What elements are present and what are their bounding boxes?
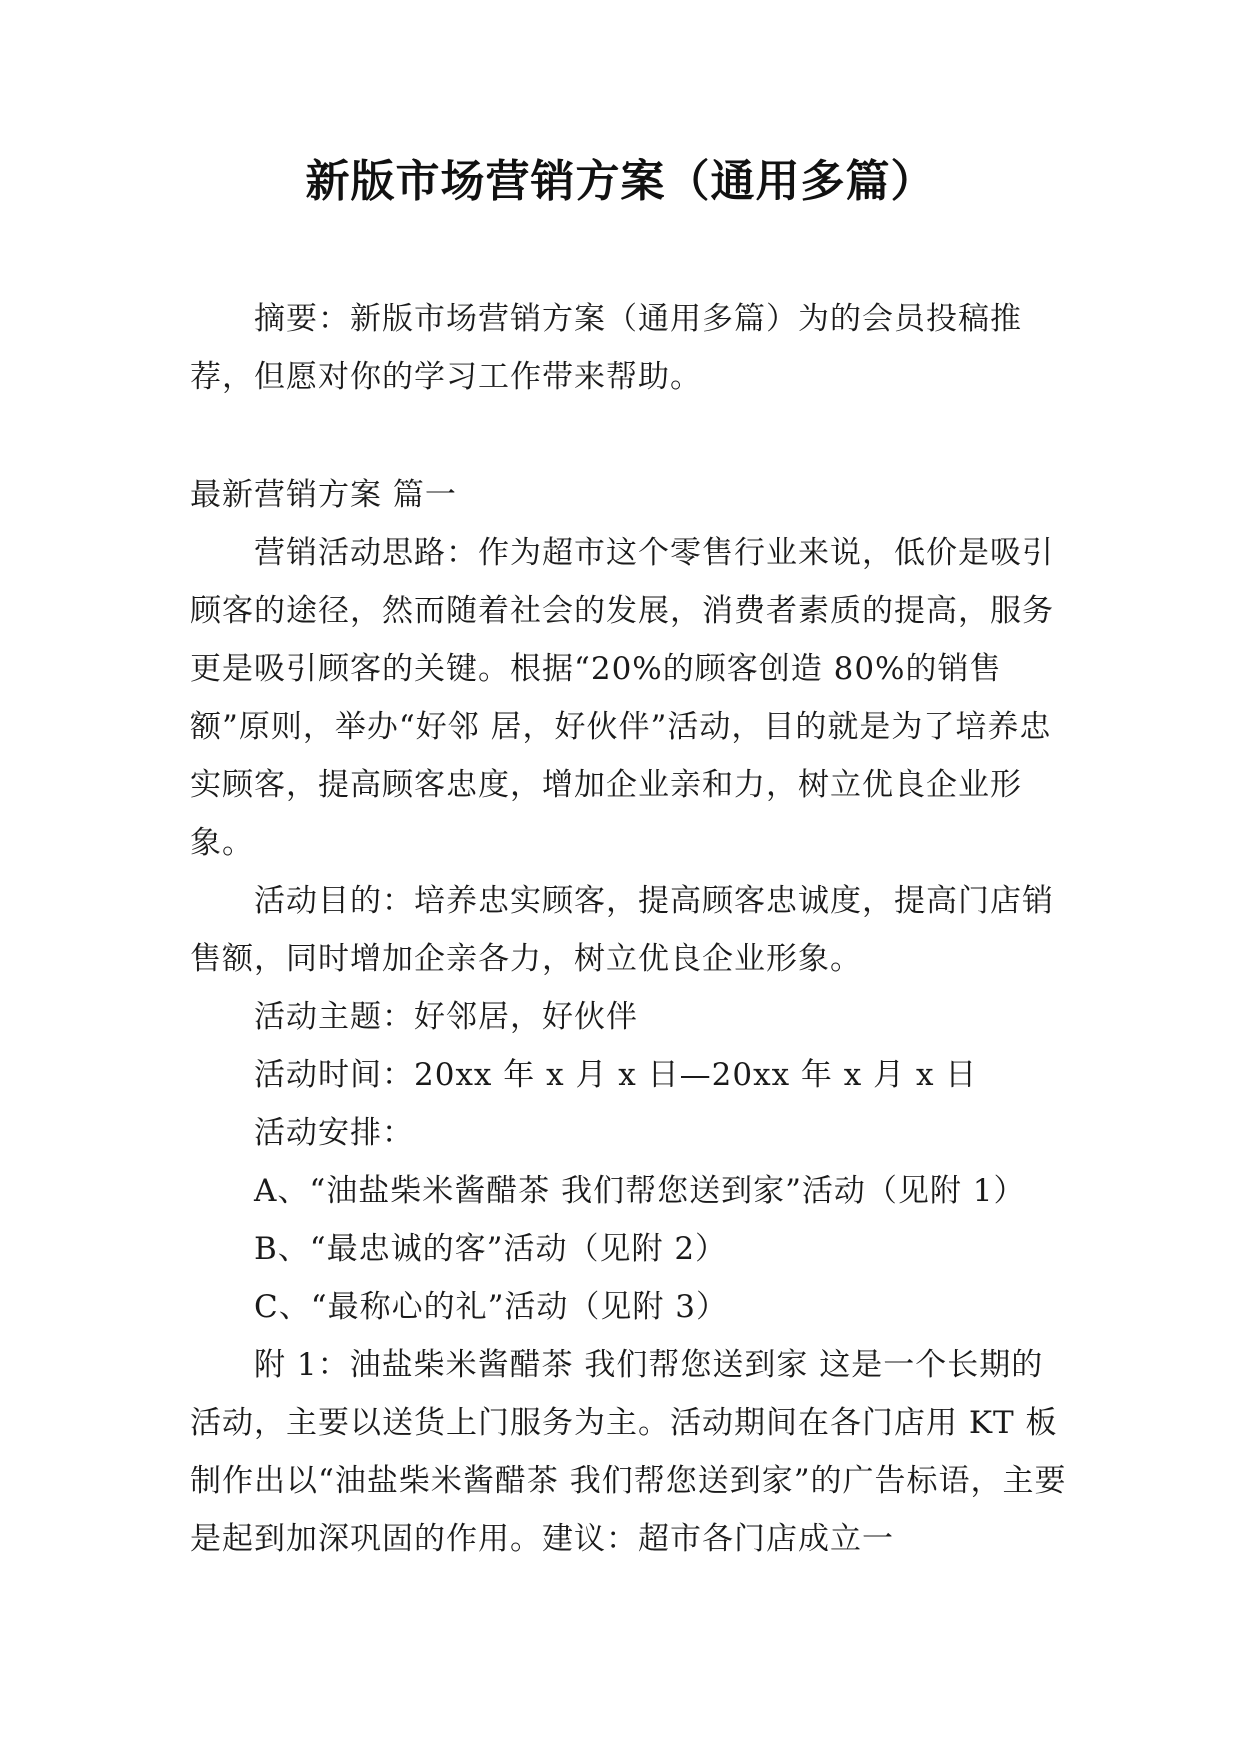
document-title: 新版市场营销方案（通用多篇）: [305, 156, 936, 207]
arrangement-item-b: B、“最忠诚的客”活动（见附 2）: [254, 1231, 728, 1267]
paragraph-activity-purpose: 活动目的：培养忠实顾客，提高顾客忠诚度，提高门店销售额，同时增加企亲各力，树立优良企业形象。: [190, 883, 1054, 977]
arrangement-item-c: C、“最称心的礼”活动（见附 3）: [254, 1289, 728, 1325]
paragraph-activity-arrangement: 活动安排：: [254, 1115, 414, 1151]
paragraph-activity-time: 活动时间：20xx 年 x 月 x 日—20xx 年 x 月 x 日: [254, 1057, 978, 1093]
abstract-paragraph: 摘要：新版市场营销方案（通用多篇）为的会员投稿推荐，但愿对你的学习工作带来帮助。: [190, 301, 1022, 395]
arrangement-item-a: A、“油盐柴米酱醋茶 我们帮您送到家”活动（见附 1）: [254, 1173, 1026, 1209]
appendix-1-paragraph: 附 1：油盐柴米酱醋茶 我们帮您送到家 这是一个长期的活动，主要以送货上门服务为主。活动期间在各门店用 KT 板制作出以“油盐柴米酱醋茶 我们帮您送到家”的广告标语，主要是起到加深巩固的作用。建议：超市各门店成立一: [190, 1347, 1067, 1557]
paragraph-marketing-idea: 营销活动思路：作为超市这个零售行业来说，低价是吸引顾客的途径，然而随着社会的发展，消费者素质的提高，服务更是吸引顾客的关键。根据“20%的顾客创造 80%的销售额”原则，举办“好邻 居，好伙伴”活动，目的就是为了培养忠实顾客，提高顾客忠度，增加企业亲和力，树立优良企业形象。: [190, 535, 1054, 861]
paragraph-activity-theme: 活动主题：好邻居，好伙伴: [254, 999, 638, 1035]
document-body: [190, 290, 1070, 1568]
section-heading: 最新营销方案 篇一: [190, 477, 457, 513]
